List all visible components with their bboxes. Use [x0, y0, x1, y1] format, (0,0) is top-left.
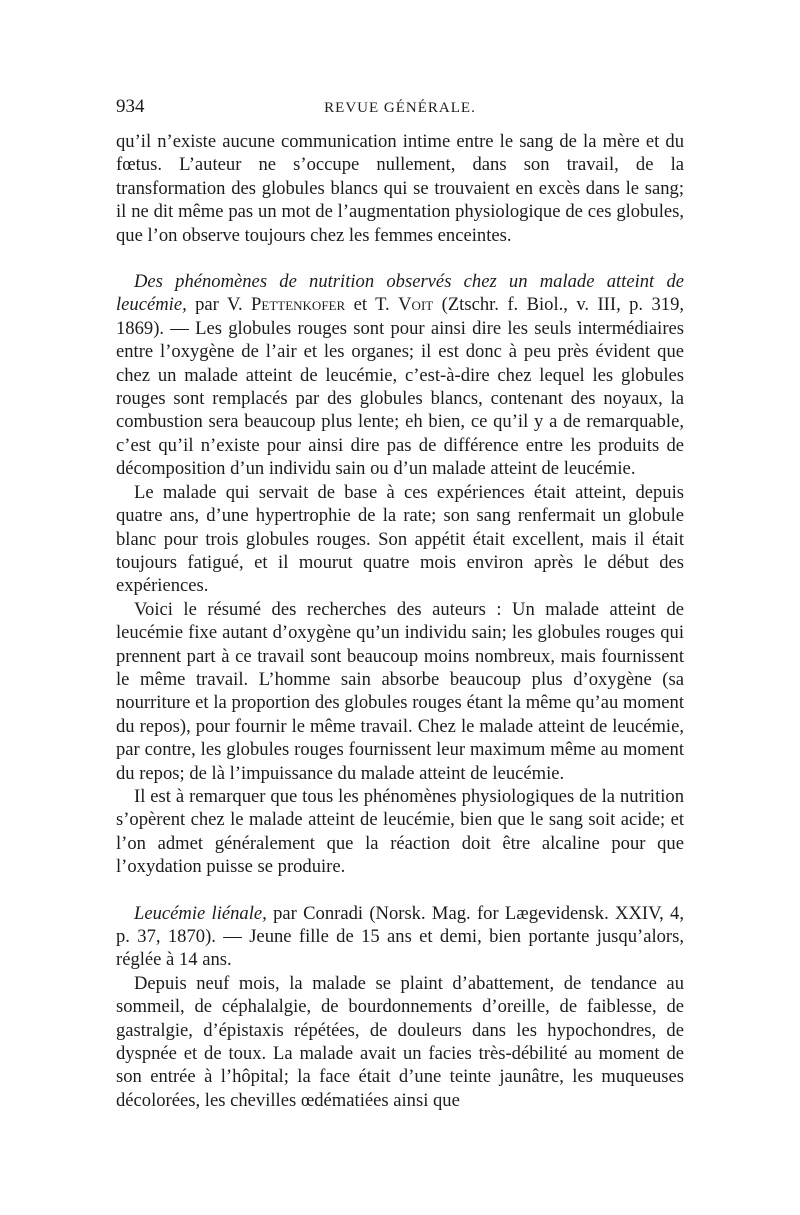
- article-conradi-intro: [116, 902, 684, 972]
- article-title: Leucémie liénale,: [134, 902, 267, 924]
- paragraph: Voici le résumé des recherches des auteurs : Un malade atteint de leucémie fixe autant d’oxygène qu’un individu sain; les globules rouges qui prennent part à ce travail sont beaucoup moins nombreux, mais fournissent le même travail. L’homme sain absorbe beaucoup plus d’oxygène (sa nourriture et la proportion des globules rouges étant la même qu’au moment du repos), pour fournir le même travail. Chez le malade atteint de leucémie, par contre, les globules rouges fournissent leur maximum même au moment du repos; de là l’impuissance du malade atteint de leucémie.: [116, 598, 684, 784]
- article-reference: (Ztschr. f. Biol., v. III, p. 319, 1869). —: [116, 294, 685, 339]
- author-name: Pettenkofer: [251, 294, 346, 316]
- paragraph: Il est à remarquer que tous les phénomènes physiologiques de la nutrition s’opèrent chez le malade atteint de leucémie, bien que le sang soit acide; et l’on admet généralement que la réaction doit être alcaline pour que l’oxydation puisse se produire.: [116, 785, 684, 878]
- article-reference: par Conradi (Norsk. Mag. for Lægevidensk. XXIV, 4, p. 37, 1870). — Jeune fille de 15 ans et demi, bien portante jusqu’alors, réglée à 14 ans.: [116, 902, 684, 971]
- page-number: 934: [116, 96, 145, 117]
- paragraph: Depuis neuf mois, la malade se plaint d’abattement, de tendance au sommeil, de céphalalgie, de bourdonnements d’oreille, de faiblesse, de gastralgie, d’épistaxis répétées, de douleurs dans les hypochondres, de dyspnée et de toux. La malade avait un facies très-débilité au moment de son entrée à l’hôpital; la face était d’une teinte jaunâtre, les muqueuses décolorées, les chevilles œdématiées ainsi que: [116, 972, 684, 1111]
- article-body: Les globules rouges sont pour ainsi dire les seuls intermédiaires entre l’oxygène de l’air et les organes; il est donc à peu près évident que chez un malade atteint de leucémie, c’est-à-dire chez lequel les globules rouges sont remplacés par des globules blancs, contenant des noyaux, la combustion sera beaucoup plus lente; eh bien, ce qu’il y a de remarquable, c’est qu’il n’existe pour ainsi dire pas de différence entre les produits de décomposition d’un individu sain ou d’un malade atteint de leucémie.: [116, 317, 684, 480]
- document-page: [116, 96, 684, 1112]
- article-title: Des phénomènes de nutrition observés chez un malade atteint de leucémie,: [116, 271, 684, 316]
- author-name: Voit: [398, 294, 434, 316]
- article-pettenkofer-intro: [116, 270, 684, 481]
- page-header: [116, 96, 684, 130]
- paragraph-continuation: qu’il n’existe aucune communication intime entre le sang de la mère et du fœtus. L’auteur ne s’occupe nullement, dans son travail, de la transformation des globules blancs qui se trouvaient en excès dans le sang; il ne dit même pas un mot de l’augmentation physiologique de ces globules, que l’on observe toujours chez les femmes enceintes.: [116, 131, 684, 246]
- running-title: REVUE GÉNÉRALE.: [324, 100, 476, 116]
- article-par: par V.: [186, 294, 252, 316]
- article-et: et T.: [345, 294, 399, 316]
- paragraph: Le malade qui servait de base à ces expériences était atteint, depuis quatre ans, d’une hypertrophie de la rate; son sang renfermait un globule blanc pour trois globules rouges. Son appétit était excellent, mais il était toujours fatigué, et il mourut quatre mois environ après le début des expériences.: [116, 481, 684, 597]
